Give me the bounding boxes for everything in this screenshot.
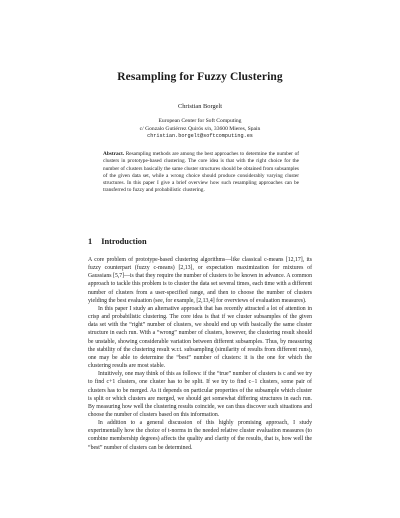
paragraph: Intuitively, one may think of this as follows: if the “true” number of clusters is c and we try to find c+1 clusters, one cluster has to be split. If we try to find c−1 clusters, some pair of clusters has to be merged. As it depends on particular properties of the subsample which cluster is split or which clusters are merged, we should get somewhat differing structures in each run. By measuring how well the clustering results coincide, we can thus discover such situations and choose the number of clusters based on this information. bbox=[88, 371, 312, 418]
section-number: 1 bbox=[88, 237, 93, 246]
abstract-label: Abstract. bbox=[103, 151, 125, 157]
author-name: Christian Borgelt bbox=[177, 103, 223, 110]
paper-title: Resampling for Fuzzy Clustering bbox=[117, 71, 283, 83]
body-text bbox=[88, 256, 312, 452]
paragraph: In addition to a general discussion of this highly promising approach, I study experimentally how the choice of t-norms in the needed relative cluster evaluation measures (to combine membership degrees) affects the quality and clarity of the results, that is, how well the “best” number of clusters can be determined. bbox=[88, 420, 312, 451]
abstract bbox=[103, 151, 299, 195]
section-title: Introduction bbox=[101, 237, 147, 246]
paragraph: A core problem of prototype-based clustering algorithms—like classical c-means [12,17], its fuzzy counterpart (fuzzy c-means) [2,13], or expectation maximization for mixtures of Gaussians [5,7]—is that they require the number of clusters to be known in advance. A common approach to tackle this problem is to cluster the data set several times, each time with a different number of clusters from a user-specified range, and then to choose the number of clusters yielding the best evaluation (see, for example, [2,13,4] for overviews of evaluation measures). bbox=[88, 257, 312, 304]
affiliation-block bbox=[0, 118, 400, 141]
affiliation-line: European Center for Soft Computing bbox=[158, 118, 242, 124]
paragraph: In this paper I study an alternative approach that has recently attracted a lot of attention in crisp and probabilistic clustering. The core idea is that if we cluster subsamples of the given data set with the “right” number of clusters, we should end up with basically the same cluster structure in each run. With a “wrong” number of clusters, however, the clustering result should be unstable, showing considerable variation between different subsamples. Thus, by measuring the stability of the clustering result w.r.t. subsampling (similarity of results from different runs), one may be able to determine the “best” number of clusters: it is the one for which the clustering results are most stable. bbox=[88, 305, 312, 370]
affiliation-line: c/ Gonzalo Gutiérrez Quirós s/n, 33600 Mieres, Spain bbox=[139, 125, 261, 132]
abstract-text: Resampling methods are among the best approaches to determine the number of clusters in prototype-based clustering. The core idea is that with the right choice for the number of clusters basically the same cluster structures should be obtained from subsamples of the given data set, while a wrong choice should produce considerably varying cluster structures. In this paper I give a brief overview how such resampling approaches can be transferred to fuzzy and probabilistic clustering. bbox=[103, 151, 299, 194]
author-email: christian.borgelt@softcomputing.es bbox=[147, 133, 253, 140]
section-heading bbox=[88, 237, 147, 246]
